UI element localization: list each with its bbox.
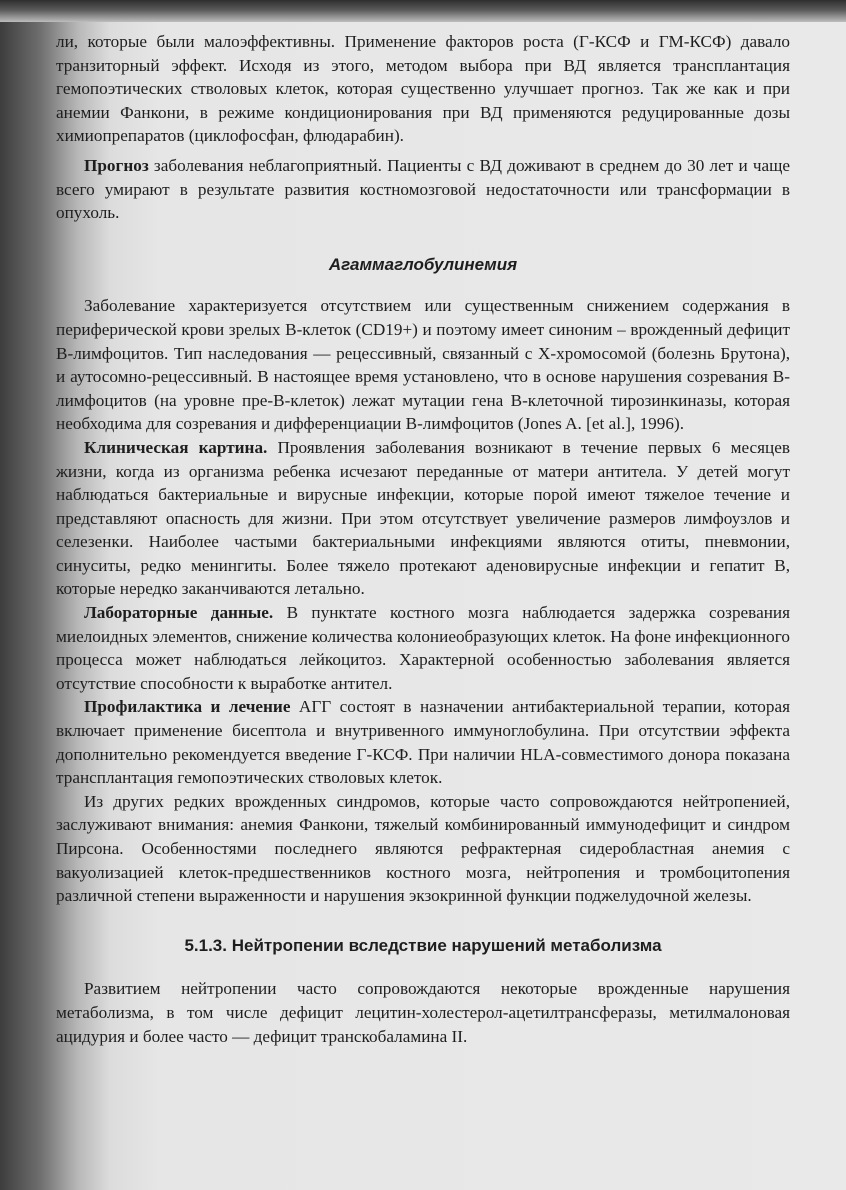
page-top-edge-shadow	[0, 0, 846, 22]
paragraph-text: АГГ состоят в назначении антибактериальной терапии, которая включает применение бисептола и внутривенного иммуноглобулина. При отсутствии эффекта дополнительно рекомендуется введение Г-КСФ. При наличии HLA-совместимого донора показана трансплантация гемопоэтических стволовых клеток.	[56, 697, 790, 788]
paragraph-text: Из других редких врожденных синдромов, которые часто сопровождаются нейтропенией, заслуживают внимания: анемия Фанкони, тяжелый комбинированный иммунодефицит и синдром Пирсона. Особенностями последнего являются рефрактерная сидеробластная анемия с вакуолизацией клеток-предшественников костного мозга, нейтропения и тромбоцитопения различной степени выраженности и нарушения экзокринной функции поджелудочной железы.	[56, 791, 790, 906]
paragraph-text: ли, которые были малоэффективны. Применение факторов роста (Г-КСФ и ГМ-КСФ) давало транзиторный эффект. Исходя из этого, методом выбора при ВД является трансплантация гемопоэтических стволовых клеток, которая существенно улучшает прогноз. Так же как и при анемии Фанкони, в режиме кондиционирования при ВД применяются редуцированные дозы химиопрепаратов (циклофосфан, флюдарабин).	[56, 32, 790, 146]
paragraph-text: Проявления заболевания возникают в течение первых 6 месяцев жизни, когда из организма ребенка исчезают переданные от матери антитела. У детей могут наблюдаться бактериальные и вирусные инфекции, которые порой имеют тяжелое течение и представляют опасность для жизни. При этом отсутствует увеличение размеров лимфоузлов и селезенки. Наиболее частыми бактериальными инфекциями являются отиты, пневмонии, синуситы, редко менингиты. Более тяжело протекают аденовирусные инфекции и гепатит В, которые нередко заканчиваются летально.	[56, 437, 790, 599]
paragraph-prognosis	[56, 154, 790, 225]
paragraph-agamma-definition	[56, 294, 790, 436]
paragraph-other-syndromes	[56, 790, 790, 908]
subsection-heading-agammaglobulinemia: Агаммаглобулинемия	[328, 254, 518, 274]
paragraph-text: В пунктате костного мозга наблюдается задержка созревания миелоидных элементов, снижение количества колониеобразующих клеток. На фоне инфекционного процесса может наблюдаться лейкоцитоз. Характерной особенностью заболевания является отсутствие способности к выработке антител.	[56, 603, 790, 693]
paragraph-metabolism	[56, 977, 790, 1048]
document-body	[56, 30, 790, 1048]
paragraph-lead-clinical: Клиническая картина.	[84, 437, 268, 457]
paragraph-text: Развитием нейтропении часто сопровождаются некоторые врожденные нарушения метаболизма, в том числе дефицит лецитин-холестерол-ацетилтрансферазы, метилмалоновая ацидурия и более часто — дефицит транскобаламина II.	[56, 979, 790, 1046]
paragraph-lead-treatment: Профилактика и лечение	[84, 697, 291, 717]
paragraph-text: Заболевание характеризуется отсутствием или существенным снижением содержания в периферической крови зрелых В-клеток (CD19+) и поэтому имеет синоним – врожденный дефицит В-лимфоцитов. Тип наследования — рецессивный, связанный с Х-хромосомой (болезнь Брутона), и аутосомно-рецессивный. В настоящее время установлено, что в основе нарушения созревания В-лимфоцитов (на уровне пре-В-клеток) лежат мутации гена В-клеточной тирозинкиназы, которая необходима для созревания и дифференциации В-лимфоцитов (Jones A. [et al.], 1996).	[56, 296, 790, 434]
paragraph-text: заболевания неблагоприятный. Пациенты с ВД доживают в среднем до 30 лет и чаще всего умирают в результате развития костномозговой недостаточности или трансформации в опухоль.	[56, 155, 790, 223]
paragraph-lead-prognosis: Прогноз	[84, 155, 149, 175]
paragraph-vd-treatment	[56, 30, 790, 148]
paragraph-prevention-treatment	[56, 695, 790, 789]
paragraph-lab-data	[56, 601, 790, 695]
paragraph-clinical-picture	[56, 436, 790, 601]
section-heading-5-1-3: 5.1.3. Нейтропении вследствие нарушений метаболизма	[184, 935, 662, 955]
paragraph-lead-lab: Лабораторные данные.	[84, 603, 274, 623]
